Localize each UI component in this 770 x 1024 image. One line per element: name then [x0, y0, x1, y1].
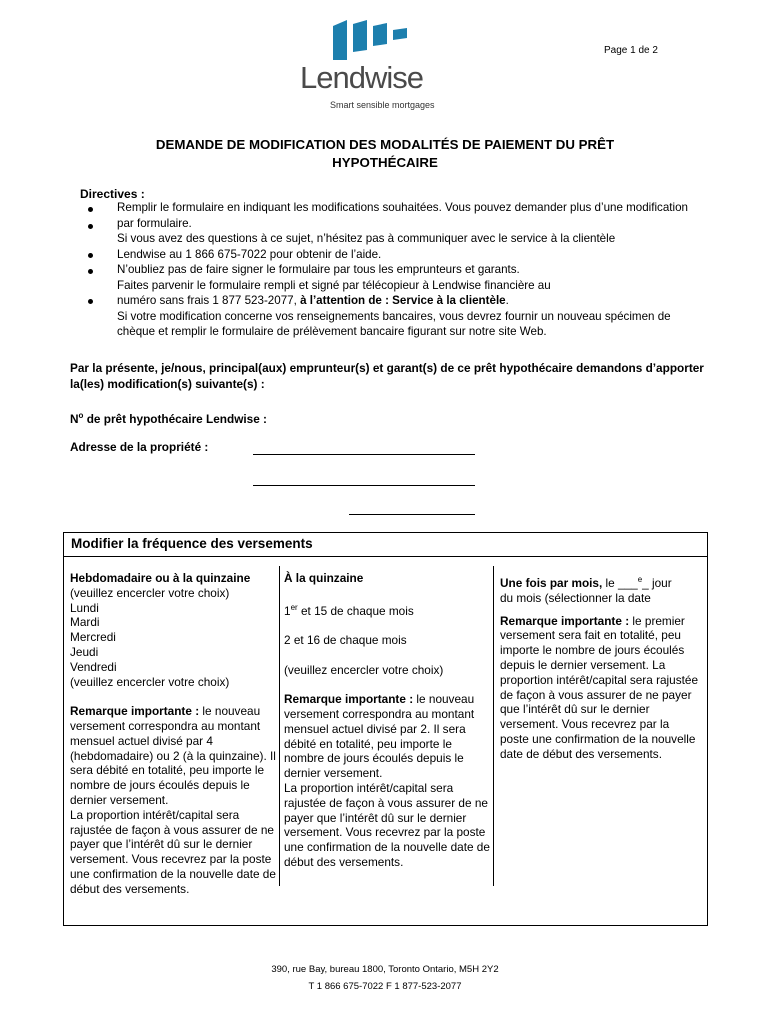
bullet-icon: [88, 253, 93, 258]
directive-item: Si vous avez des questions à ce sujet, n’hésitez pas à communiquer avec le service à la clientèle: [117, 232, 616, 245]
page-number: Page 1 de 2: [604, 45, 658, 56]
semi-monthly-note-continued: La proportion intérêt/capital sera rajustée de façon à vous assurer de ne payer que l’intérêt dû sur le dernier versement. Vous recevrez par la poste une confirmation de la nouvelle date de début des versements.: [284, 781, 490, 870]
weekly-note-continued: La proportion intérêt/capital sera rajustée de façon à vous assurer de ne payer que l’intérêt dû sur le dernier versement. Vous recevrez par la poste une confirmation de la nouvelle date de début des versements.: [70, 807, 276, 896]
address-line-1-field[interactable]: [253, 454, 475, 455]
directive-item: Remplir le formulaire en indiquant les modifications souhaitées. Vous pouvez demander plus d’une modification par formulaire.: [117, 201, 688, 230]
directive-item: Lendwise au 1 866 675-7022 pour obtenir de l’aide.: [117, 247, 382, 261]
brand-tagline: Smart sensible mortgages: [330, 100, 435, 110]
directives-label: Directives :: [80, 187, 145, 201]
column-divider: [493, 566, 494, 886]
brand-name: Lendwise: [300, 60, 423, 95]
section-divider: [63, 556, 708, 557]
attention-text: à l’attention de : Service à la clientèle: [300, 294, 506, 307]
directive-item: N’oubliez pas de faire signer le formulaire par tous les emprunteurs et garants.: [117, 263, 520, 276]
directive-item: Faites parvenir le formulaire rempli et signé par télécopieur à Lendwise financière au numéro sans frais 1 877 523-2077, à l’attention de : Service à la clientèle.: [117, 278, 551, 307]
day-option-monday[interactable]: Lundi: [70, 600, 99, 615]
semi-monthly-column: [284, 571, 492, 870]
bullet-icon: [88, 269, 93, 274]
property-address-label: Adresse de la propriété :: [70, 440, 209, 454]
option-1st-15th[interactable]: 1er et 15 de chaque mois: [284, 602, 414, 618]
column-divider: [279, 566, 280, 886]
choice-instruction: (veuillez encercler votre choix): [70, 674, 230, 689]
request-statement: Par la présente, je/nous, principal(aux) emprunteur(s) et garant(s) de ce prêt hypothécaire demandons d’apporter la(les) modification(s) suivante(s) :: [70, 361, 704, 391]
footer-contact: T 1 866 675-7022 F 1 877-523-2077: [308, 981, 462, 992]
footer-address: 390, rue Bay, bureau 1800, Toronto Ontario, M5H 2Y2: [271, 964, 499, 975]
day-option-wednesday[interactable]: Mercredi: [70, 630, 116, 645]
bullet-icon: [88, 207, 93, 212]
bullet-icon: [88, 299, 93, 304]
weekly-biweekly-column: [70, 571, 278, 897]
address-line-3-field[interactable]: [349, 514, 475, 515]
directives-list: [117, 200, 702, 340]
bullet-icon: [88, 224, 93, 229]
choice-instruction: (veuillez encercler votre choix): [284, 662, 444, 677]
day-option-tuesday[interactable]: Mardi: [70, 615, 100, 630]
frequency-section-title: Modifier la fréquence des versements: [71, 536, 313, 551]
choice-instruction: (veuillez encercler votre choix): [70, 585, 230, 600]
loan-number-label: $N^o$ de prêt hypothécaire Lendwise :: [70, 411, 267, 426]
page-title: [0, 136, 770, 172]
directive-item: Si votre modification concerne vos renseignements bancaires, vous devrez fournir un nouveau spécimen de chèque et remplir le formulaire de prélèvement bancaire figurant sur notre site Web.: [117, 309, 671, 338]
title-line-1: DEMANDE DE MODIFICATION DES MODALITÉS DE PAIEMENT DU PRÊT: [155, 137, 615, 152]
day-option-friday[interactable]: Vendredi: [70, 659, 117, 674]
monthly-column: [500, 571, 700, 761]
monthly-note: Remarque importante : le premier versement sera fait en totalité, peu importe le nombre de jours écoulés depuis le dernier versement. La proportion intérêt/capital sera rajustée de façon à vous assurer de ne payer que l’intérêt dû sur le dernier versement. Vous recevrez par la poste une confirmation de la nouvelle date de début des versements.: [500, 613, 699, 761]
weekly-heading: Hebdomadaire ou à la quinzaine: [70, 571, 251, 585]
monthly-heading: Une fois par mois, le ___$^e$_ jour: [500, 575, 672, 590]
title-line-2: HYPOTHÉCAIRE: [332, 155, 438, 170]
monthly-subtext: du mois (sélectionner la date: [500, 590, 651, 605]
option-2nd-16th[interactable]: 2 et 16 de chaque mois: [284, 633, 407, 648]
weekly-note: Remarque importante : le nouveau versement correspondra au montant mensuel actuel divisé par 4 (hebdomadaire) ou 2 (à la quinzaine). Il sera débité en totalité, peu importe le nombre de jours écoulés depuis le dernier versement.: [70, 704, 276, 807]
day-option-thursday[interactable]: Jeudi: [70, 644, 99, 659]
address-line-2-field[interactable]: [253, 485, 475, 486]
semi-monthly-heading: À la quinzaine: [284, 571, 364, 585]
semi-monthly-note: Remarque importante : le nouveau versement correspondra au montant mensuel actuel divisé par 2. Il sera débité en totalité, peu importe le nombre de jours écoulés depuis le dernier versement.: [284, 692, 475, 781]
logo-mark-icon: [333, 16, 413, 60]
